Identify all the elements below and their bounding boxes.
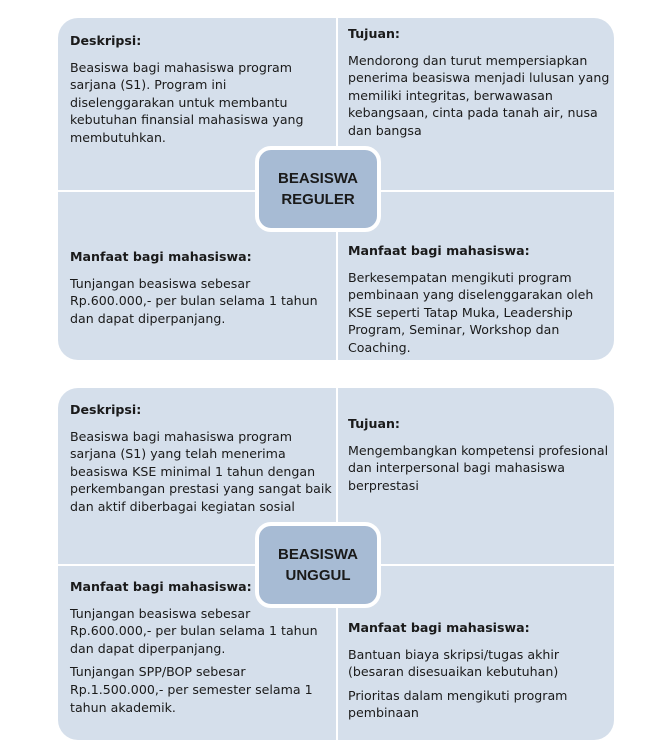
reguler-title-box xyxy=(255,146,381,232)
manfaat-text-2: Prioritas dalam mengikuti program pembinaan xyxy=(348,687,568,721)
unggul-title-box xyxy=(255,522,381,608)
deskripsi-text: Beasiswa bagi mahasiswa program sarjana (S1). Program ini diselenggarakan untuk membantu kebutuhan finansial mahasiswa yang membutuhkan. xyxy=(70,59,304,145)
reguler-title-line1: BEASISWA xyxy=(277,170,358,187)
tujuan-heading: Tujuan: xyxy=(348,416,400,431)
reguler-tujuan xyxy=(348,25,610,140)
unggul-manfaat-right xyxy=(348,619,610,722)
manfaat-text-1: Tunjangan beasiswa sebesar Rp.600.000,- per bulan selama 1 tahun dan dapat diperpanjang. xyxy=(70,605,318,656)
manfaat-text: Tunjangan beasiswa sebesar Rp.600.000,- per bulan selama 1 tahun dan dapat diperpanjang. xyxy=(70,275,318,326)
manfaat-text: Berkesempatan mengikuti program pembinaan yang diselenggarakan oleh KSE seperti Tatap Muka, Leadership Program, Seminar, Workshop dan Coaching. xyxy=(348,269,594,355)
tujuan-text: Mendorong dan turut mempersiapkan penerima beasiswa menjadi lulusan yang memiliki integritas, berwawasan kebangsaan, cinta pada tanah air, nusa dan bangsa xyxy=(348,52,610,138)
reguler-manfaat-left xyxy=(70,248,332,327)
deskripsi-heading: Deskripsi: xyxy=(70,33,142,48)
tujuan-heading: Tujuan: xyxy=(348,26,400,41)
reguler-deskripsi xyxy=(70,32,332,147)
manfaat-heading: Manfaat bagi mahasiswa: xyxy=(70,249,252,264)
unggul-tujuan xyxy=(348,415,610,494)
deskripsi-heading: Deskripsi: xyxy=(70,402,142,417)
unggul-title-line1: BEASISWA xyxy=(277,546,358,563)
reguler-title-line2: REGULER xyxy=(281,191,355,208)
manfaat-heading: Manfaat bagi mahasiswa: xyxy=(70,579,252,594)
tujuan-text: Mengembangkan kompetensi profesional dan interpersonal bagi mahasiswa berprestasi xyxy=(348,442,609,493)
unggul-title-line2: UNGGUL xyxy=(285,567,351,584)
unggul-deskripsi xyxy=(70,401,332,516)
deskripsi-text: Beasiswa bagi mahasiswa program sarjana (S1) yang telah menerima beasiswa KSE minimal 1 tahun dengan perkembangan prestasi yang sangat baik dan aktif diberbagai kegiatan sosial xyxy=(70,428,332,514)
manfaat-heading: Manfaat bagi mahasiswa: xyxy=(348,620,530,635)
manfaat-text-1: Bantuan biaya skripsi/tugas akhir (besaran disesuaikan kebutuhan) xyxy=(348,646,560,680)
manfaat-text-2: Tunjangan SPP/BOP sebesar Rp.1.500.000,- per semester selama 1 tahun akademik. xyxy=(70,664,313,715)
reguler-manfaat-right xyxy=(348,242,610,357)
manfaat-heading: Manfaat bagi mahasiswa: xyxy=(348,243,530,258)
